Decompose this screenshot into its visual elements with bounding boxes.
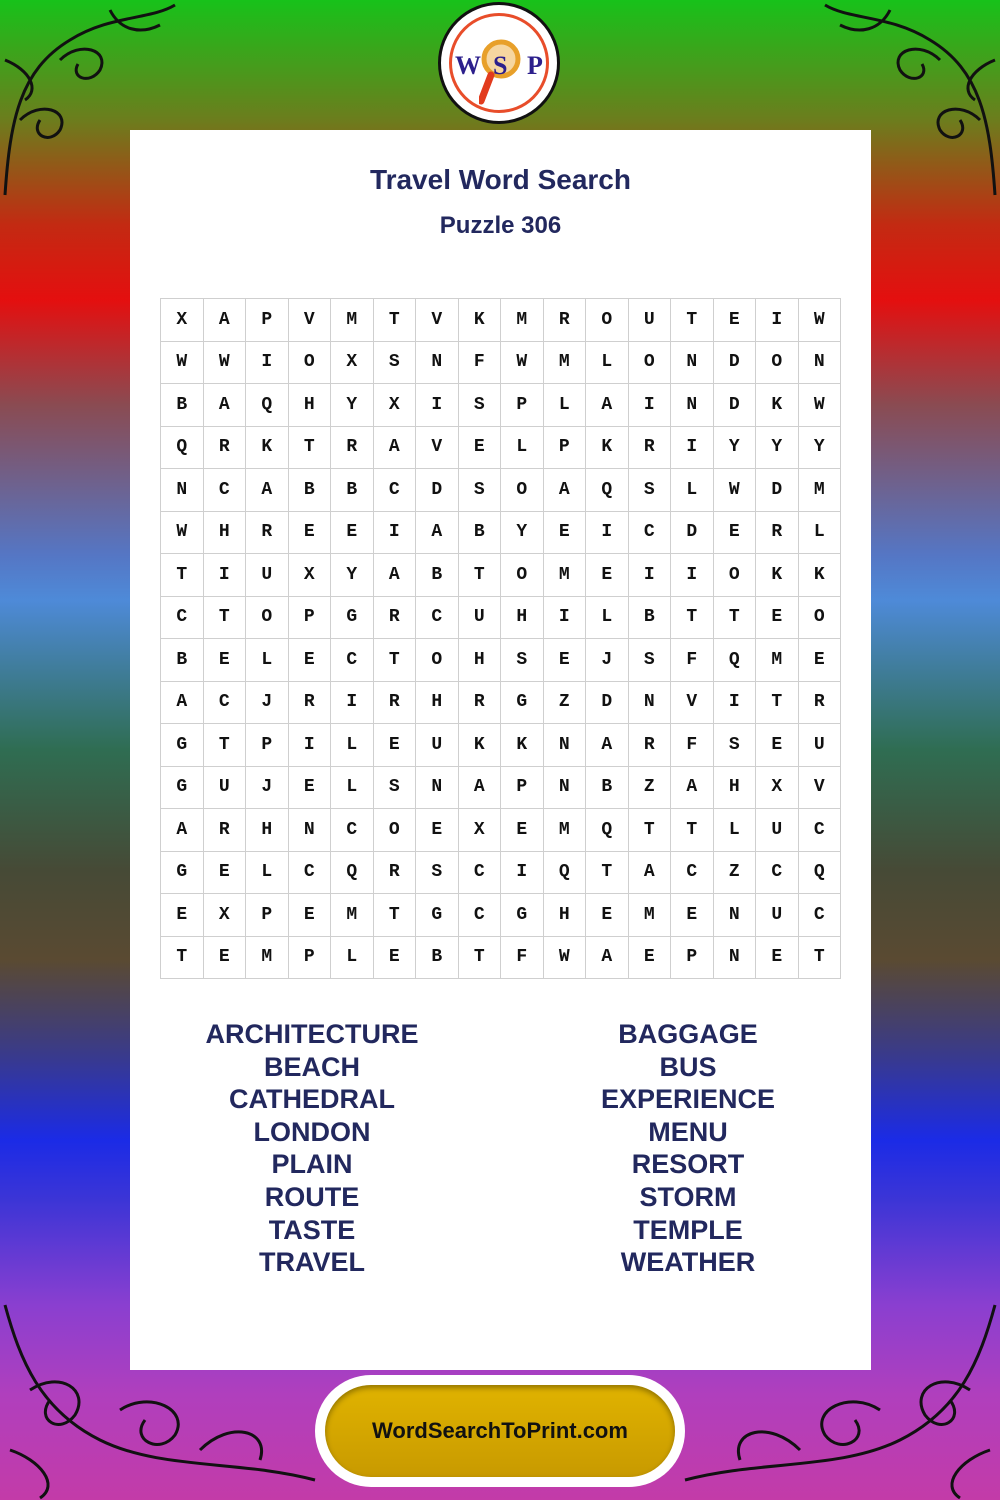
grid-cell[interactable]: B (161, 384, 204, 427)
grid-cell[interactable]: M (799, 469, 842, 512)
grid-cell[interactable]: Q (586, 469, 629, 512)
grid-cell[interactable]: U (246, 554, 289, 597)
grid-cell[interactable]: F (459, 342, 502, 385)
word-item: ROUTE (264, 1181, 360, 1212)
grid-cell[interactable]: D (586, 682, 629, 725)
grid-cell[interactable]: O (374, 809, 417, 852)
grid-cell[interactable]: E (289, 894, 332, 937)
grid-cell[interactable]: S (459, 469, 502, 512)
grid-cell[interactable]: C (671, 852, 714, 895)
grid-cell[interactable]: Y (331, 384, 374, 427)
grid-cell[interactable]: O (246, 597, 289, 640)
grid-cell[interactable]: A (416, 512, 459, 555)
grid-cell[interactable]: C (459, 852, 502, 895)
grid-cell[interactable]: U (629, 299, 672, 342)
grid-cell[interactable]: P (671, 937, 714, 980)
grid-cell[interactable]: S (374, 767, 417, 810)
grid-cell[interactable]: N (714, 937, 757, 980)
grid-cell[interactable]: A (586, 724, 629, 767)
grid-cell[interactable]: N (671, 342, 714, 385)
grid-cell[interactable]: B (459, 512, 502, 555)
grid-cell[interactable]: B (289, 469, 332, 512)
grid-cell[interactable]: T (799, 937, 842, 980)
grid-cell[interactable]: E (544, 512, 587, 555)
grid-cell[interactable]: R (629, 724, 672, 767)
grid-cell[interactable]: F (671, 639, 714, 682)
grid-cell[interactable]: R (629, 427, 672, 470)
grid-cell[interactable]: D (671, 512, 714, 555)
grid-cell[interactable]: M (629, 894, 672, 937)
grid-cell[interactable]: X (161, 299, 204, 342)
grid-cell[interactable]: E (374, 724, 417, 767)
grid-cell[interactable]: J (246, 682, 289, 725)
grid-cell[interactable]: N (714, 894, 757, 937)
grid-cell[interactable]: A (246, 469, 289, 512)
grid-cell[interactable]: E (756, 724, 799, 767)
grid-cell[interactable]: E (586, 894, 629, 937)
grid-cell[interactable]: I (501, 852, 544, 895)
grid-cell[interactable]: A (204, 384, 247, 427)
grid-cell[interactable]: A (161, 809, 204, 852)
grid-cell[interactable]: R (544, 299, 587, 342)
grid-cell[interactable]: A (586, 384, 629, 427)
grid-cell[interactable]: K (799, 554, 842, 597)
word-item: LONDON (253, 1116, 371, 1147)
grid-cell[interactable]: U (416, 724, 459, 767)
grid-cell[interactable]: H (204, 512, 247, 555)
grid-cell[interactable]: W (204, 342, 247, 385)
grid-cell[interactable]: Y (756, 427, 799, 470)
word-item: TEMPLE (633, 1214, 743, 1245)
grid-cell[interactable]: A (374, 427, 417, 470)
grid-cell[interactable]: M (501, 299, 544, 342)
grid-cell[interactable]: A (586, 937, 629, 980)
grid-cell[interactable]: P (289, 597, 332, 640)
grid-cell[interactable]: Q (246, 384, 289, 427)
grid-cell[interactable]: L (331, 937, 374, 980)
grid-cell[interactable]: I (629, 554, 672, 597)
grid-cell[interactable]: C (289, 852, 332, 895)
grid-cell[interactable]: N (416, 342, 459, 385)
grid-cell[interactable]: E (756, 937, 799, 980)
grid-cell[interactable]: V (289, 299, 332, 342)
grid-cell[interactable]: I (204, 554, 247, 597)
grid-cell[interactable]: I (544, 597, 587, 640)
grid-cell[interactable]: G (161, 852, 204, 895)
grid-cell[interactable]: D (714, 384, 757, 427)
grid-cell[interactable]: W (544, 937, 587, 980)
grid-cell[interactable]: D (714, 342, 757, 385)
grid-cell[interactable]: H (501, 597, 544, 640)
grid-cell[interactable]: M (544, 342, 587, 385)
word-item: BAGGAGE (618, 1019, 758, 1049)
grid-cell[interactable]: M (331, 894, 374, 937)
grid-cell[interactable]: T (289, 427, 332, 470)
grid-cell[interactable]: W (714, 469, 757, 512)
grid-cell[interactable]: U (204, 767, 247, 810)
grid-cell[interactable]: L (671, 469, 714, 512)
grid-cell[interactable]: T (714, 597, 757, 640)
grid-cell[interactable]: Q (544, 852, 587, 895)
grid-cell[interactable]: K (459, 724, 502, 767)
word-item: TRAVEL (259, 1247, 365, 1278)
grid-cell[interactable]: L (246, 852, 289, 895)
grid-cell[interactable]: L (714, 809, 757, 852)
grid-cell[interactable]: B (416, 937, 459, 980)
word-item: CATHEDRAL (229, 1084, 395, 1115)
grid-cell[interactable]: L (331, 724, 374, 767)
grid-cell[interactable]: C (799, 894, 842, 937)
grid-cell[interactable]: M (544, 554, 587, 597)
grid-cell[interactable]: I (714, 682, 757, 725)
grid-cell[interactable]: W (501, 342, 544, 385)
grid-cell[interactable]: P (246, 299, 289, 342)
grid-cell[interactable]: T (161, 554, 204, 597)
grid-cell[interactable]: X (204, 894, 247, 937)
grid-cell[interactable]: N (161, 469, 204, 512)
grid-cell[interactable]: E (204, 639, 247, 682)
grid-cell[interactable]: E (799, 639, 842, 682)
grid-cell[interactable]: M (246, 937, 289, 980)
grid-cell[interactable]: R (289, 682, 332, 725)
word-item: STORM (639, 1181, 737, 1212)
grid-cell[interactable]: I (331, 682, 374, 725)
grid-cell[interactable]: R (374, 682, 417, 725)
grid-cell[interactable]: Y (799, 427, 842, 470)
grid-cell[interactable]: X (289, 554, 332, 597)
grid-cell[interactable]: X (331, 342, 374, 385)
grid-cell[interactable]: X (374, 384, 417, 427)
grid-cell[interactable]: P (544, 427, 587, 470)
grid-cell[interactable]: U (799, 724, 842, 767)
grid-cell[interactable]: C (629, 512, 672, 555)
grid-cell[interactable]: E (501, 809, 544, 852)
grid-cell[interactable]: H (544, 894, 587, 937)
grid-cell[interactable]: V (416, 299, 459, 342)
word-item: PLAIN (271, 1149, 353, 1180)
grid-cell[interactable]: I (586, 512, 629, 555)
grid-cell[interactable]: V (416, 427, 459, 470)
grid-cell[interactable]: P (501, 767, 544, 810)
grid-cell[interactable]: K (501, 724, 544, 767)
grid-cell[interactable]: Z (714, 852, 757, 895)
page-title: Travel Word Search (370, 164, 631, 195)
word-item: ARCHITECTURE (205, 1019, 419, 1049)
grid-cell[interactable]: O (289, 342, 332, 385)
grid-cell[interactable]: A (671, 767, 714, 810)
grid-cell[interactable]: A (204, 299, 247, 342)
grid-cell[interactable]: O (714, 554, 757, 597)
grid-cell[interactable]: A (629, 852, 672, 895)
grid-cell[interactable]: G (331, 597, 374, 640)
grid-cell[interactable]: N (544, 767, 587, 810)
grid-cell[interactable]: J (586, 639, 629, 682)
grid-cell[interactable]: U (459, 597, 502, 640)
grid-cell[interactable]: M (756, 639, 799, 682)
grid-cell[interactable]: T (374, 299, 417, 342)
grid-cell[interactable]: H (459, 639, 502, 682)
grid-cell[interactable]: I (671, 554, 714, 597)
footer-badge (315, 1375, 685, 1487)
grid-cell[interactable]: H (416, 682, 459, 725)
grid-cell[interactable]: O (501, 554, 544, 597)
grid-cell[interactable]: Q (714, 639, 757, 682)
grid-cell[interactable]: S (714, 724, 757, 767)
grid-cell[interactable]: I (289, 724, 332, 767)
grid-cell[interactable]: E (459, 427, 502, 470)
grid-cell[interactable]: T (161, 937, 204, 980)
grid-cell[interactable]: H (714, 767, 757, 810)
grid-cell[interactable]: Y (501, 512, 544, 555)
grid-cell[interactable]: A (544, 469, 587, 512)
grid-cell[interactable]: N (671, 384, 714, 427)
grid-cell[interactable]: T (204, 597, 247, 640)
word-list-right (538, 1018, 838, 1279)
word-item: TASTE (268, 1214, 356, 1245)
grid-cell[interactable]: T (459, 937, 502, 980)
grid-cell[interactable]: O (586, 299, 629, 342)
grid-cell[interactable]: R (374, 852, 417, 895)
wsp-logo (438, 2, 560, 124)
grid-cell[interactable]: K (756, 384, 799, 427)
grid-cell[interactable]: K (756, 554, 799, 597)
site-link[interactable]: WordSearchToPrint.com (372, 1418, 628, 1443)
grid-cell[interactable]: L (246, 639, 289, 682)
grid-cell[interactable]: L (586, 342, 629, 385)
logo-letter-w: W (455, 51, 481, 80)
grid-cell[interactable]: B (161, 639, 204, 682)
grid-cell[interactable]: I (246, 342, 289, 385)
grid-cell[interactable]: C (799, 809, 842, 852)
grid-cell[interactable]: A (459, 767, 502, 810)
grid-cell[interactable]: L (544, 384, 587, 427)
word-item: WEATHER (620, 1247, 756, 1278)
grid-cell[interactable]: S (459, 384, 502, 427)
grid-cell[interactable]: L (586, 597, 629, 640)
grid-cell[interactable]: K (459, 299, 502, 342)
grid-cell[interactable]: C (459, 894, 502, 937)
grid-cell[interactable]: C (331, 639, 374, 682)
grid-cell[interactable]: L (501, 427, 544, 470)
grid-cell[interactable]: C (374, 469, 417, 512)
grid-cell[interactable]: Z (544, 682, 587, 725)
grid-cell[interactable]: I (416, 384, 459, 427)
grid-cell[interactable]: I (629, 384, 672, 427)
grid-cell[interactable]: B (629, 597, 672, 640)
grid-cell[interactable]: T (671, 597, 714, 640)
grid-cell[interactable]: Q (586, 809, 629, 852)
grid-cell[interactable]: R (331, 427, 374, 470)
grid-cell[interactable]: E (714, 512, 757, 555)
grid-cell[interactable]: E (629, 937, 672, 980)
grid-cell[interactable]: R (204, 809, 247, 852)
grid-cell[interactable]: W (161, 342, 204, 385)
grid-cell[interactable]: Q (161, 427, 204, 470)
word-list-left (162, 1018, 462, 1279)
grid-cell[interactable]: E (331, 512, 374, 555)
grid-cell[interactable]: R (204, 427, 247, 470)
grid-cell[interactable]: S (501, 639, 544, 682)
grid-cell[interactable]: P (289, 937, 332, 980)
grid-cell[interactable]: R (799, 682, 842, 725)
word-item: EXPERIENCE (600, 1084, 776, 1115)
logo-letter-s: S (493, 51, 508, 80)
grid-cell[interactable]: C (161, 597, 204, 640)
grid-cell[interactable]: T (629, 809, 672, 852)
grid-cell[interactable]: N (799, 342, 842, 385)
grid-cell[interactable]: G (501, 894, 544, 937)
grid-cell[interactable]: Y (714, 427, 757, 470)
grid-cell[interactable]: B (331, 469, 374, 512)
grid-cell[interactable]: S (416, 852, 459, 895)
grid-cell[interactable]: E (289, 512, 332, 555)
grid-cell[interactable]: T (756, 682, 799, 725)
grid-cell[interactable]: X (459, 809, 502, 852)
grid-cell[interactable]: E (714, 299, 757, 342)
puzzle-card (130, 130, 871, 1370)
grid-cell[interactable]: K (586, 427, 629, 470)
grid-cell[interactable]: R (374, 597, 417, 640)
grid-cell[interactable]: U (756, 809, 799, 852)
grid-cell[interactable]: N (289, 809, 332, 852)
grid-cell[interactable]: F (671, 724, 714, 767)
grid-cell[interactable]: L (331, 767, 374, 810)
grid-cell[interactable]: B (586, 767, 629, 810)
grid-cell[interactable]: E (289, 767, 332, 810)
grid-cell[interactable]: U (756, 894, 799, 937)
grid-cell[interactable]: S (629, 639, 672, 682)
grid-cell[interactable]: E (756, 597, 799, 640)
grid-cell[interactable]: N (544, 724, 587, 767)
grid-cell[interactable]: G (161, 767, 204, 810)
grid-cell[interactable]: V (799, 767, 842, 810)
grid-cell[interactable]: E (289, 639, 332, 682)
grid-cell[interactable]: I (374, 512, 417, 555)
grid-cell[interactable]: E (586, 554, 629, 597)
grid-cell[interactable]: D (756, 469, 799, 512)
grid-cell[interactable]: G (161, 724, 204, 767)
grid-cell[interactable]: A (374, 554, 417, 597)
grid-cell[interactable]: A (161, 682, 204, 725)
grid-cell[interactable]: R (246, 512, 289, 555)
puzzle-number: Puzzle 306 (439, 212, 562, 239)
grid-cell[interactable]: T (459, 554, 502, 597)
grid-cell[interactable]: C (204, 682, 247, 725)
grid-cell[interactable]: Q (331, 852, 374, 895)
grid-cell[interactable]: W (799, 299, 842, 342)
grid-cell[interactable]: E (204, 852, 247, 895)
grid-cell[interactable]: M (331, 299, 374, 342)
grid-cell[interactable]: N (416, 767, 459, 810)
grid-cell[interactable]: F (501, 937, 544, 980)
word-item: RESORT (631, 1149, 745, 1180)
grid-cell[interactable]: P (501, 384, 544, 427)
grid-cell[interactable]: E (374, 937, 417, 980)
grid-cell[interactable]: C (204, 469, 247, 512)
grid-cell[interactable]: C (756, 852, 799, 895)
grid-cell[interactable]: O (629, 342, 672, 385)
grid-cell[interactable]: R (756, 512, 799, 555)
grid-cell[interactable]: E (544, 639, 587, 682)
word-item: BUS (659, 1051, 717, 1082)
grid-cell[interactable]: T (671, 809, 714, 852)
word-item: MENU (648, 1116, 728, 1147)
grid-cell[interactable]: T (374, 639, 417, 682)
grid-cell[interactable]: D (416, 469, 459, 512)
grid-cell[interactable]: I (756, 299, 799, 342)
grid-cell[interactable]: I (671, 427, 714, 470)
grid-cell[interactable]: C (331, 809, 374, 852)
grid-cell[interactable]: S (374, 342, 417, 385)
grid-cell[interactable]: O (501, 469, 544, 512)
grid-cell[interactable]: X (756, 767, 799, 810)
grid-cell[interactable]: G (416, 894, 459, 937)
grid-cell[interactable]: J (246, 767, 289, 810)
grid-cell[interactable]: W (799, 384, 842, 427)
word-item: BEACH (263, 1051, 360, 1082)
grid-cell[interactable]: T (204, 724, 247, 767)
grid-cell[interactable]: E (416, 809, 459, 852)
grid-cell[interactable]: E (671, 894, 714, 937)
grid-cell[interactable]: P (246, 894, 289, 937)
grid-cell[interactable]: S (629, 469, 672, 512)
grid-cell[interactable]: T (671, 299, 714, 342)
grid-cell[interactable]: G (501, 682, 544, 725)
grid-cell[interactable]: O (799, 597, 842, 640)
grid-cell[interactable]: C (416, 597, 459, 640)
grid-cell[interactable]: T (374, 894, 417, 937)
letter-grid (160, 298, 841, 979)
grid-cell[interactable]: E (204, 937, 247, 980)
grid-cell[interactable]: P (246, 724, 289, 767)
grid-cell[interactable]: R (459, 682, 502, 725)
footer-pill[interactable] (325, 1385, 675, 1477)
grid-cell[interactable]: E (161, 894, 204, 937)
grid-cell[interactable]: O (756, 342, 799, 385)
grid-cell[interactable]: H (289, 384, 332, 427)
grid-cell[interactable]: O (416, 639, 459, 682)
grid-cell[interactable]: Z (629, 767, 672, 810)
logo-letter-p: P (527, 51, 543, 80)
grid-cell[interactable]: H (246, 809, 289, 852)
grid-cell[interactable]: N (629, 682, 672, 725)
grid-cell[interactable]: L (799, 512, 842, 555)
grid-cell[interactable]: Y (331, 554, 374, 597)
grid-cell[interactable]: V (671, 682, 714, 725)
grid-cell[interactable]: K (246, 427, 289, 470)
grid-cell[interactable]: B (416, 554, 459, 597)
grid-cell[interactable]: Q (799, 852, 842, 895)
grid-cell[interactable]: T (586, 852, 629, 895)
grid-cell[interactable]: W (161, 512, 204, 555)
grid-cell[interactable]: M (544, 809, 587, 852)
